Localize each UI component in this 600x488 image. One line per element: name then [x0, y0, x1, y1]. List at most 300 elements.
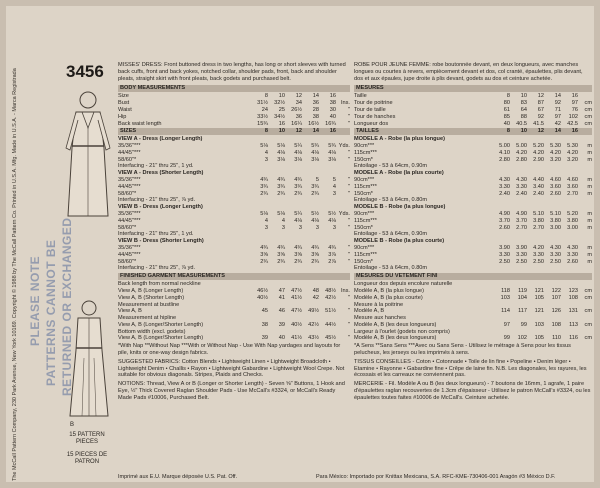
row-value: 4¾	[294, 176, 302, 183]
row-value: 3	[298, 224, 302, 231]
row-value: 36	[312, 100, 319, 107]
row-value: 14	[312, 93, 319, 100]
row-unit	[578, 231, 592, 238]
row-unit: m	[587, 176, 592, 183]
row-value: 3.00	[567, 224, 578, 231]
row-value: 3.00	[550, 224, 561, 231]
row-unit: m	[587, 142, 592, 149]
table-row	[354, 322, 592, 329]
row-label: Modèle A, B (les deux longueurs)	[354, 335, 437, 342]
row-unit	[336, 93, 350, 100]
row-value	[561, 163, 578, 170]
row-value: 46	[278, 308, 285, 315]
row-value: 3.80	[550, 217, 561, 224]
row-value: 5½	[328, 210, 336, 217]
row-unit: m	[587, 217, 592, 224]
row-value: 5.00	[516, 142, 527, 149]
row-value	[493, 281, 510, 288]
row-label: Back waist length	[118, 120, 162, 127]
row-label: 150cm*	[354, 258, 373, 265]
table-row	[354, 335, 592, 342]
row-value: 2.40	[499, 190, 510, 197]
row-value: 4.20	[567, 149, 578, 156]
row-value	[268, 231, 285, 238]
row-value: 40½	[257, 294, 268, 301]
table-row	[354, 114, 592, 121]
table-row	[354, 281, 592, 288]
row-label: View A, B (Longer/Shorter Length)	[118, 321, 204, 328]
table-row	[354, 211, 592, 218]
row-value	[285, 163, 302, 170]
row-unit: "	[348, 156, 350, 163]
row-value	[493, 302, 510, 309]
row-value: 2.60	[567, 258, 578, 265]
row-value: 2.50	[533, 258, 544, 265]
table-row	[354, 163, 592, 170]
row-value: 3.20	[550, 156, 561, 163]
row-value: 97	[503, 321, 510, 328]
table-row	[354, 231, 592, 238]
row-value: 2.80	[516, 156, 527, 163]
row-label: Back length from normal neckline	[118, 281, 201, 288]
row-value: 119	[518, 287, 527, 294]
table-row	[118, 157, 350, 164]
row-value: 16¼	[291, 120, 302, 127]
row-value: 5¾	[311, 142, 319, 149]
table-row	[118, 197, 350, 204]
row-value: 16	[329, 93, 336, 100]
row-label: 115cm***	[354, 149, 377, 156]
row-value: 42½	[325, 294, 336, 301]
row-unit: cm	[584, 321, 592, 328]
row-label: Size	[118, 93, 129, 100]
yardage-group-title: MODELE B - Robe (la plus longue)	[354, 204, 446, 211]
row-value	[319, 265, 336, 272]
row-value	[493, 231, 510, 238]
row-value	[510, 281, 527, 288]
row-value: 3⅛	[277, 156, 285, 163]
row-value: 8	[506, 93, 510, 100]
row-value: 48½	[325, 287, 336, 294]
row-label: 90cm***	[354, 210, 375, 217]
row-unit: cm	[584, 287, 592, 294]
finished-measurements-table-en	[118, 281, 350, 342]
row-unit	[578, 302, 592, 309]
row-value	[544, 231, 561, 238]
row-value: 123	[568, 287, 578, 294]
row-value: 116	[569, 335, 578, 342]
row-value: 4¾	[277, 244, 285, 251]
row-value: 3.90	[499, 244, 510, 251]
row-unit	[578, 265, 592, 272]
row-value	[302, 315, 319, 322]
nap-note-en: *With Nap **Without Nap ***With or Without Nap - Use With Nap yardages and layouts for pile, knits or one-way design fabrics.	[118, 343, 341, 357]
row-value: 5⅛	[260, 142, 268, 149]
row-label: 44/45"***	[118, 217, 141, 224]
row-value	[561, 265, 578, 272]
table-row	[118, 335, 350, 342]
row-value: 121	[534, 308, 544, 315]
row-unit: m	[587, 251, 592, 258]
row-value	[510, 163, 527, 170]
row-value: 41.5	[533, 120, 544, 127]
table-row	[118, 231, 350, 238]
table-row	[354, 100, 592, 107]
row-value: 4.10	[499, 149, 510, 156]
table-row	[354, 245, 592, 252]
row-value: 3.60	[567, 183, 578, 190]
row-label: 35/36"***	[118, 244, 141, 251]
row-value: 4.90	[516, 210, 527, 217]
row-value	[319, 281, 336, 288]
table-row	[354, 252, 592, 259]
row-unit: "	[348, 190, 350, 197]
row-unit: cm	[584, 294, 592, 301]
row-value: 4.30	[516, 176, 527, 183]
row-value: 12	[537, 93, 544, 100]
row-value: 3	[264, 224, 268, 231]
row-value: 5.20	[533, 142, 544, 149]
row-label: 44/45"***	[118, 183, 141, 190]
table-row	[354, 197, 592, 204]
row-value	[527, 163, 544, 170]
row-value: 2¾	[294, 258, 302, 265]
table-row	[118, 150, 350, 157]
row-label: View A, B (Longer/Shorter Length)	[118, 335, 204, 342]
finished-measurements-header-en: FINISHED GARMENT MEASUREMENTS	[118, 273, 350, 280]
row-value: 51½	[325, 308, 336, 315]
row-unit	[578, 281, 592, 288]
row-value: 4	[332, 183, 336, 190]
nap-note-fr: *A Sens **Sans Sens ***Avec ou Sans Sens - Utilisez le métrage à Sens pour les tissus pelucheux, les jerseys ou les imprimés à sens.	[354, 343, 571, 357]
row-label: 115cm***	[354, 183, 377, 190]
row-value: 3⅛	[311, 156, 319, 163]
row-value	[251, 231, 268, 238]
row-label: Interfacing - 21" thru 25", ⅞ yd.	[118, 197, 196, 204]
row-value	[544, 197, 561, 204]
row-value: 5	[332, 176, 336, 183]
row-value: 32½	[274, 100, 285, 107]
row-label: Tour de hanches	[354, 113, 396, 120]
yardage-group-title: VIEW A - Dress (Longer Length)	[118, 136, 203, 143]
row-value: 3¾	[260, 183, 268, 190]
row-value	[285, 265, 302, 272]
table-row	[354, 177, 592, 184]
row-value: 83	[520, 100, 527, 107]
row-value: 3⅝	[277, 251, 285, 258]
row-value	[268, 315, 285, 322]
row-unit: cm	[584, 308, 592, 315]
english-column	[118, 62, 350, 404]
table-row	[118, 93, 350, 100]
row-value: 3	[332, 224, 336, 231]
row-label: Tour de taille	[354, 106, 386, 113]
row-value: 4.40	[533, 176, 544, 183]
row-value: 40	[278, 335, 285, 342]
row-value	[285, 281, 302, 288]
row-value: 5¾	[328, 142, 336, 149]
row-value	[510, 315, 527, 322]
row-label: Measurement at hipline	[118, 315, 177, 322]
row-value: 5½	[311, 210, 319, 217]
row-value: 38	[261, 321, 268, 328]
row-value	[285, 231, 302, 238]
row-unit	[578, 329, 592, 336]
view-label: B	[70, 422, 75, 428]
row-value	[251, 265, 268, 272]
row-value: 71	[554, 106, 561, 113]
row-value: 2.80	[499, 156, 510, 163]
row-value	[510, 265, 527, 272]
table-row	[354, 288, 592, 295]
table-row	[118, 281, 350, 288]
row-value	[493, 329, 510, 336]
row-value: 113	[569, 321, 578, 328]
table-row	[118, 211, 350, 218]
yardage-group-title: MODELE A - Robe (la plus longue)	[354, 136, 445, 143]
row-value: 3¾	[294, 183, 302, 190]
row-label: Tour de poitrine	[354, 100, 393, 107]
row-value: 39	[278, 321, 285, 328]
row-label: 35/36"***	[118, 176, 141, 183]
row-value: 3⅝	[311, 251, 319, 258]
row-value: 33½	[257, 113, 268, 120]
row-unit: cm	[584, 100, 592, 107]
row-value	[561, 329, 578, 336]
row-value	[510, 197, 527, 204]
row-value: 114	[501, 308, 510, 315]
row-value	[493, 163, 510, 170]
description-en: MISSES' DRESS: Front buttoned dress in two lengths, has long or short sleeves with turned back cuffs, front and back yokes, notched collar, shoulder pads, front, back and shoulder pleats, straight skirt with front pleats, back godets and purchased belt.	[118, 62, 346, 82]
row-value: 5	[315, 176, 319, 183]
row-unit: m	[587, 210, 592, 217]
suggested-fabrics-fr: TISSUS CONSEILLES - Coton • Cotonnade • Toile de lin fine • Popeline • Denim léger • Etamine • Rayonne • Gabardine fine • Crêpe de laine fin. N.B. Les diagonales, les rayures, les écossais et les carreaux ne conviennent pas.	[354, 358, 587, 379]
row-value: 4⅛	[277, 149, 285, 156]
row-unit	[336, 329, 350, 336]
row-value: 14	[554, 93, 561, 100]
row-value: 2.40	[516, 190, 527, 197]
row-value: 10	[520, 93, 527, 100]
row-value: 2.90	[533, 156, 544, 163]
row-value	[302, 281, 319, 288]
row-label: Entoilage - 53 à 64cm, 0.90m	[354, 163, 428, 170]
row-unit	[336, 197, 350, 204]
row-label: 35/36"***	[118, 142, 141, 149]
row-value: 3¾	[277, 183, 285, 190]
row-value	[319, 231, 336, 238]
row-value: 4.90	[499, 210, 510, 217]
row-value: 2¾	[311, 258, 319, 265]
row-unit: m	[587, 149, 592, 156]
row-value: 3.90	[516, 244, 527, 251]
row-value: 4.30	[567, 244, 578, 251]
row-label: Largeur à l'ourlet (godets non compris)	[354, 328, 450, 335]
row-value: 30	[329, 106, 336, 113]
finished-measurements-table-fr	[354, 281, 592, 342]
row-value: 16½	[308, 120, 319, 127]
row-value: 2¾	[311, 190, 319, 197]
sizes-header-en: SIZES 8 10 12 14 16	[118, 128, 350, 135]
row-value: 5¼	[294, 142, 302, 149]
stamp-line-1: PLEASE NOTE	[28, 255, 42, 346]
row-value: 104	[517, 294, 527, 301]
row-value	[527, 197, 544, 204]
row-unit	[336, 315, 350, 322]
french-column	[354, 62, 592, 404]
row-value: 2.40	[533, 190, 544, 197]
row-value: 31½	[257, 100, 268, 107]
row-label: Measurement at bustline	[118, 301, 180, 308]
row-value	[268, 329, 285, 336]
row-value: 4.60	[550, 176, 561, 183]
row-value: 2¾	[260, 190, 268, 197]
row-value: 4⅛	[294, 217, 302, 224]
table-row	[118, 225, 350, 232]
row-value	[527, 329, 544, 336]
row-unit	[336, 231, 350, 238]
table-row	[118, 143, 350, 150]
yardage-group-title: MODELE A - Robe (la plus courte)	[354, 170, 444, 177]
row-value: 2.60	[550, 190, 561, 197]
row-label: Waist	[118, 106, 132, 113]
row-value: 4⅛	[328, 149, 336, 156]
row-value: 41½	[291, 335, 302, 342]
row-unit: "	[348, 217, 350, 224]
row-label: 44/45"***	[118, 149, 141, 156]
row-label: View A, B	[118, 308, 142, 315]
row-value	[544, 281, 561, 288]
row-value: 5¼	[294, 210, 302, 217]
finished-measurements-header-fr: MESURES DU VETEMENT FINI	[354, 273, 592, 280]
table-row	[354, 150, 592, 157]
row-value: 99	[503, 335, 510, 342]
body-measurements-table-fr	[354, 93, 592, 127]
row-value: 3.30	[533, 251, 544, 258]
row-unit	[578, 93, 592, 100]
row-label: Mesure aux hanches	[354, 315, 406, 322]
table-row	[118, 245, 350, 252]
row-value	[527, 265, 544, 272]
row-value: 16	[278, 120, 285, 127]
row-unit: m	[587, 190, 592, 197]
row-label: View A, B (Shorter Length)	[118, 294, 185, 301]
row-value	[302, 163, 319, 170]
row-value: 25	[278, 106, 285, 113]
row-label: Modèle A, B (la plus courte)	[354, 294, 423, 301]
row-value: 49½	[308, 308, 319, 315]
row-value: 5.30	[567, 142, 578, 149]
row-value: 3.80	[567, 217, 578, 224]
table-row	[118, 288, 350, 295]
row-unit: "	[348, 335, 350, 342]
table-row	[118, 121, 350, 128]
yardage-group-title: VIEW B - Dress (Shorter Length)	[118, 238, 204, 245]
row-value	[544, 163, 561, 170]
row-label: 44/45"***	[118, 251, 141, 258]
row-value: 92	[554, 100, 561, 107]
row-label: Modèle A, B (la plus longue)	[354, 287, 424, 294]
row-value	[527, 302, 544, 309]
row-unit: "	[348, 321, 350, 328]
row-value: 4.30	[499, 176, 510, 183]
row-value: 3⅝	[294, 251, 302, 258]
row-value: 4	[281, 217, 285, 224]
row-value: 97	[571, 100, 578, 107]
row-value: 2.50	[499, 258, 510, 265]
row-value: 42½	[308, 321, 319, 328]
row-label: 150cm*	[354, 190, 373, 197]
yardage-group-title: MODELE B - Robe (la plus courte)	[354, 238, 445, 245]
row-value: 3.30	[516, 251, 527, 258]
row-value: 76	[571, 106, 578, 113]
table-row	[118, 259, 350, 266]
table-row	[118, 252, 350, 259]
row-unit	[336, 163, 350, 170]
row-value	[544, 302, 561, 309]
row-label: 35/36"***	[118, 210, 141, 217]
row-value: 126	[551, 308, 561, 315]
row-label: Bottom width (excl. godets)	[118, 328, 186, 335]
table-row	[354, 259, 592, 266]
row-label: 58/60"*	[118, 224, 137, 231]
row-value: 5.00	[499, 142, 510, 149]
table-row	[118, 315, 350, 322]
row-unit: cm	[584, 106, 592, 113]
row-value: 16	[571, 93, 578, 100]
row-value	[527, 281, 544, 288]
row-label: 90cm***	[354, 142, 375, 149]
row-value: 88	[520, 113, 527, 120]
row-value: 3.70	[516, 217, 527, 224]
row-label: 115cm***	[354, 217, 377, 224]
row-unit: m	[587, 183, 592, 190]
row-unit: m	[587, 258, 592, 265]
row-value	[251, 197, 268, 204]
row-value: 3.30	[516, 183, 527, 190]
row-value: 48	[312, 287, 319, 294]
row-value	[561, 315, 578, 322]
row-label: Longueur dos depuis encolure naturelle	[354, 281, 453, 288]
row-value: 2¾	[260, 258, 268, 265]
row-unit	[336, 281, 350, 288]
row-value: 4.20	[550, 149, 561, 156]
row-value: 99	[520, 321, 527, 328]
row-value: 3.30	[499, 251, 510, 258]
row-value: 4.30	[550, 244, 561, 251]
row-label: 150cm*	[354, 224, 373, 231]
row-value: 47	[278, 287, 285, 294]
row-value: 110	[552, 335, 561, 342]
row-value: 2.50	[516, 258, 527, 265]
row-unit: "	[348, 251, 350, 258]
row-label: Entoilage - 53 à 64cm, 0.80m	[354, 197, 428, 204]
row-value: 4.20	[533, 244, 544, 251]
row-value: 3.20	[567, 156, 578, 163]
row-value: 3⅝	[260, 251, 268, 258]
row-unit: cm	[584, 335, 592, 342]
row-value: 3	[264, 156, 268, 163]
row-label: Taille	[354, 93, 367, 100]
row-value: 5.20	[567, 210, 578, 217]
row-value: 46½	[257, 287, 268, 294]
row-value	[319, 163, 336, 170]
row-label: 58/60"*	[118, 258, 137, 265]
row-value: 2¾	[277, 190, 285, 197]
publisher-vertical-text: The McCall Pattern Company, 230 Park Avenue, New York 10169. Copyright © 1988 by The McCall Pattern Co. Printed in U.S.A. Mfg. Made in U.S.A. - Marca Registrada	[12, 68, 18, 481]
row-value: 4⅛	[294, 149, 302, 156]
table-row	[118, 114, 350, 121]
row-value	[527, 315, 544, 322]
